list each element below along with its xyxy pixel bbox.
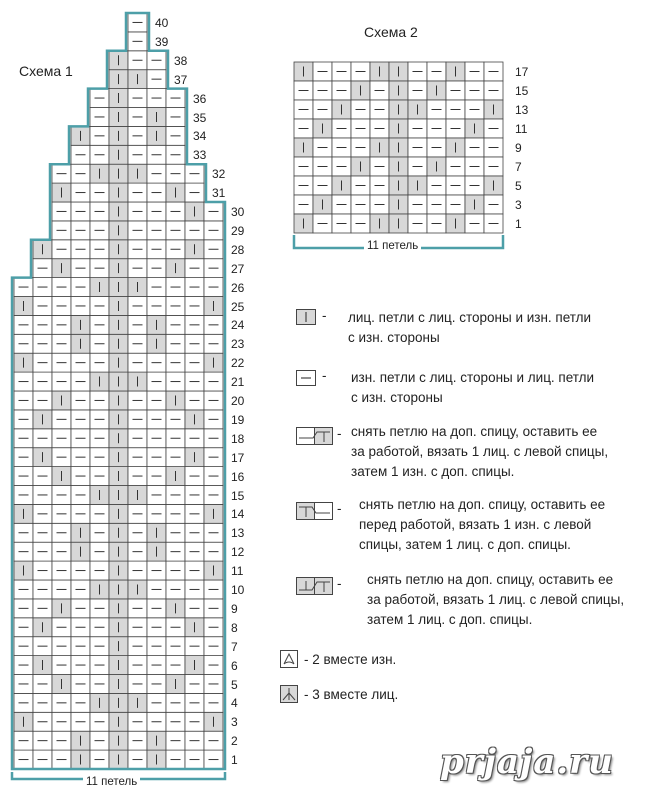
legend-dash: - (337, 426, 342, 441)
legend-text: снять петлю на доп. спицу, оставить ее перед работой, вязать 1 изн. с левой спицы, затем 1 лиц. с доп. спицы. (359, 497, 606, 552)
legend-item (293, 570, 663, 634)
row-number: 21 (231, 375, 245, 390)
row-number: 33 (193, 148, 207, 163)
legend-item (293, 306, 663, 350)
row-number: 6 (231, 658, 238, 673)
row-number: 39 (155, 34, 169, 49)
row-number: 25 (231, 299, 245, 314)
legend-text: снять петлю на доп. спицу, оставить ее за работой, вязать 1 лиц. с левой спицы, затем 1 лиц. с доп. спицы. (367, 572, 625, 627)
row-number: 13 (515, 103, 529, 117)
row-number: 8 (231, 620, 238, 635)
row-number: 1 (515, 217, 522, 231)
legend-dash: - (322, 308, 327, 323)
row-number: 36 (193, 91, 207, 106)
row-number: 40 (155, 16, 169, 30)
row-number: 22 (231, 356, 245, 371)
cross-front-purl-knit-icon (296, 502, 334, 520)
row-number: 30 (231, 205, 245, 219)
legend-item (293, 420, 663, 484)
scheme2-title: Схема 2 (364, 24, 418, 40)
watermark-logo: prjaja.ru (440, 742, 614, 782)
row-number: 1 (231, 753, 238, 768)
row-number: 16 (231, 469, 245, 484)
row-number: 29 (231, 223, 245, 238)
row-number: 28 (231, 242, 245, 257)
row-number: 7 (231, 639, 238, 654)
row-number: 3 (231, 715, 238, 730)
scheme2-footer: 11 петель (364, 240, 421, 252)
row-number: 17 (231, 450, 245, 465)
row-number: 5 (515, 179, 522, 193)
row-number: 17 (515, 65, 529, 79)
row-number: 11 (231, 564, 244, 579)
legend-text: - 3 вместе лиц. (304, 687, 399, 702)
purl-stitch-icon (296, 370, 316, 386)
row-number: 27 (231, 261, 245, 276)
legend-text: - 2 вместе изн. (304, 652, 397, 667)
legend-dash: - (322, 368, 327, 383)
row-number: 31 (212, 186, 226, 201)
row-number: 9 (231, 601, 238, 616)
row-number: 34 (193, 129, 207, 144)
knit-three-together-icon (280, 685, 298, 703)
legend-item (280, 650, 480, 672)
row-number: 19 (231, 412, 245, 427)
row-number: 24 (231, 318, 245, 333)
scheme1-footer: 11 петель (83, 776, 140, 788)
row-number: 5 (231, 677, 238, 692)
row-number: 32 (212, 167, 226, 182)
row-number: 12 (231, 545, 245, 560)
row-number: 11 (515, 122, 528, 136)
row-number: 37 (174, 72, 188, 87)
legend-text: изн. петли с лиц. стороны и лиц. петли с изн. стороны (351, 370, 595, 405)
row-number: 2 (231, 734, 238, 749)
legend-item (280, 685, 480, 707)
legend-text: снять петлю на доп. спицу, оставить ее за работой, вязать 1 лиц. с левой спицы, затем 1 изн. с доп. спицы. (351, 424, 609, 479)
row-number: 23 (231, 337, 245, 352)
row-number: 14 (231, 507, 245, 522)
cross-back-knit-purl-icon (296, 427, 334, 445)
row-number: 9 (515, 141, 522, 155)
row-number: 3 (515, 198, 522, 212)
row-number: 15 (515, 84, 529, 98)
row-number: 35 (193, 110, 207, 125)
knit-stitch-icon (296, 309, 316, 325)
legend-text: лиц. петли с лиц. стороны и изн. петли с изн. стороны (348, 310, 592, 345)
legend-dash: - (337, 576, 342, 591)
legend-dash: - (337, 501, 342, 516)
row-number: 13 (231, 526, 245, 541)
row-number: 18 (231, 431, 245, 446)
row-number: 20 (231, 394, 245, 408)
row-number: 10 (231, 583, 245, 597)
scheme1-title: Схема 1 (19, 63, 73, 79)
cross-back-knit-knit-icon (296, 577, 334, 595)
purl-two-together-icon (280, 650, 298, 668)
legend-item (293, 364, 663, 408)
row-number: 4 (231, 696, 238, 711)
row-number: 38 (174, 53, 188, 68)
row-number: 15 (231, 488, 245, 503)
row-number: 26 (231, 280, 245, 295)
legend-item (293, 495, 663, 559)
row-number: 7 (515, 160, 522, 174)
